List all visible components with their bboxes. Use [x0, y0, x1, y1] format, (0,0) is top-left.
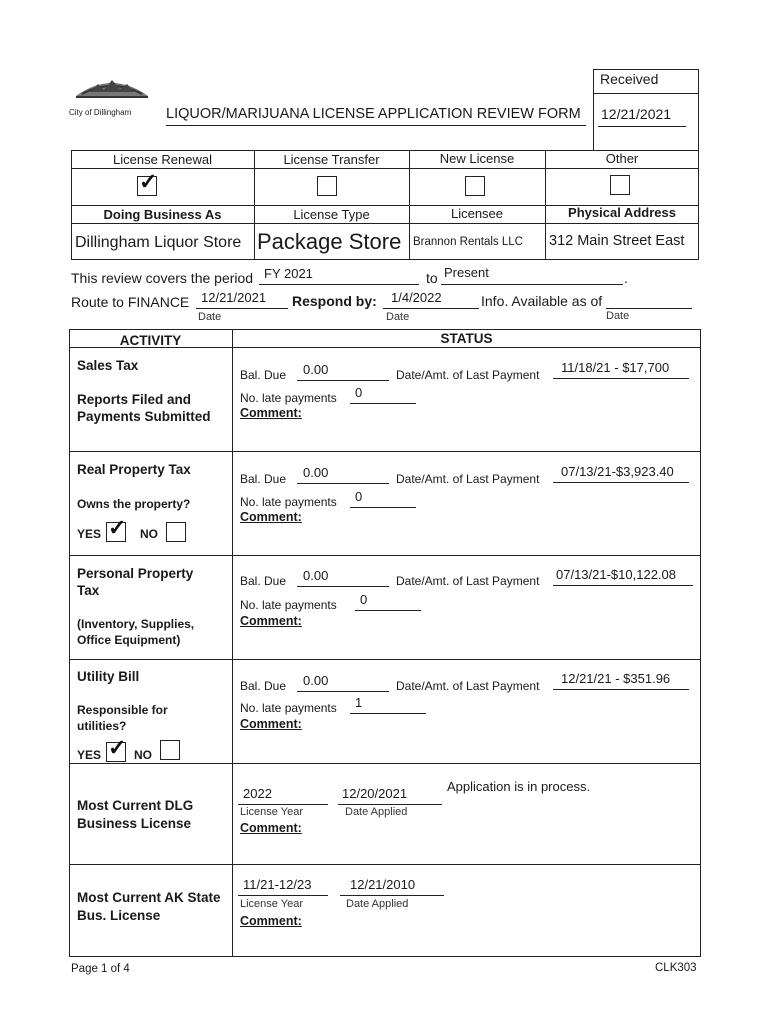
utility-yes-label: YES	[77, 748, 102, 762]
city-name: City of Dillingham	[69, 108, 132, 117]
ak-year-caption: License Year	[240, 898, 303, 910]
utility-late: 1	[355, 695, 363, 710]
ak-license-title: Most Current AK State Bus. License	[77, 890, 221, 923]
dlg-license-title: Most Current DLG Business License	[77, 798, 194, 831]
sales-tax-title: Sales Tax	[77, 358, 139, 373]
dlg-license-year: 2022	[243, 786, 272, 801]
real-last-payment: 07/13/21-$3,923.40	[561, 464, 674, 479]
personal-property-sub: (Inventory, Supplies, Office Equipment)	[77, 617, 195, 647]
real-bal-due-label: Bal. Due	[240, 472, 287, 486]
page-number: Page 1 of 4	[71, 963, 130, 975]
real-property-title: Real Property Tax	[77, 462, 191, 477]
dlg-date-applied: 12/20/2021	[342, 786, 408, 801]
personal-bal-due-label: Bal. Due	[240, 574, 287, 588]
status-header: STATUS	[440, 331, 493, 346]
real-no-label: NO	[140, 527, 158, 541]
received-label: Received	[600, 71, 659, 87]
license-type-label: License Type	[293, 207, 370, 222]
license-transfer-label: License Transfer	[283, 152, 380, 167]
new-license-checkbox[interactable]	[465, 176, 485, 196]
sales-comment-label: Comment:	[240, 406, 302, 420]
real-yes-checkbox[interactable]	[106, 515, 127, 542]
other-checkbox[interactable]	[610, 175, 630, 195]
form-code: CLK303	[655, 962, 697, 974]
route-date: 12/21/2021	[201, 290, 267, 305]
period-to-label: to	[426, 270, 438, 286]
utility-comment-label: Comment:	[240, 717, 302, 731]
ak-comment-label: Comment:	[240, 914, 302, 928]
utility-no-checkbox[interactable]	[160, 740, 180, 760]
other-label: Other	[605, 151, 639, 166]
check-mark-icon: ✓	[108, 515, 127, 540]
real-yes-label: YES	[77, 527, 102, 541]
sales-last-payment: 11/18/21 - $17,700	[561, 360, 670, 375]
real-no-checkbox[interactable]	[166, 522, 186, 542]
sales-last-payment-label: Date/Amt. of Last Payment	[396, 368, 540, 382]
utility-bal-due-label: Bal. Due	[240, 679, 287, 693]
utility-sub: Responsible for utilities?	[77, 703, 168, 733]
utility-last-payment-label: Date/Amt. of Last Payment	[396, 679, 540, 693]
physical-address-value: 312 Main Street East	[549, 233, 685, 249]
personal-bal-due: 0.00	[303, 568, 329, 583]
personal-late: 0	[360, 592, 368, 607]
real-last-payment-label: Date/Amt. of Last Payment	[396, 472, 540, 486]
personal-last-payment-label: Date/Amt. of Last Payment	[396, 574, 540, 588]
personal-last-payment: 07/13/21-$10,122.08	[556, 567, 676, 582]
real-property-sub: Owns the property?	[77, 497, 191, 511]
personal-comment-label: Comment:	[240, 614, 302, 628]
period-to: Present	[444, 265, 489, 280]
personal-property-title: Personal Property Tax	[77, 566, 194, 598]
utility-no-label: NO	[134, 748, 152, 762]
utility-last-payment: 12/21/21 - $351.96	[561, 671, 671, 686]
ak-date-applied: 12/21/2010	[350, 877, 416, 892]
sales-late: 0	[355, 385, 363, 400]
real-late: 0	[355, 489, 363, 504]
utility-title: Utility Bill	[77, 669, 140, 684]
dlg-status-note: Application is in process.	[447, 779, 591, 794]
route-date-caption: Date	[198, 311, 222, 323]
physical-address-label: Physical Address	[568, 205, 676, 220]
activity-header: ACTIVITY	[119, 333, 182, 348]
utility-bal-due: 0.00	[303, 673, 329, 688]
dba-label: Doing Business As	[103, 207, 222, 222]
dlg-applied-caption: Date Applied	[345, 806, 408, 818]
dba-value: Dillingham Liquor Store	[75, 234, 242, 251]
period-from: FY 2021	[264, 266, 313, 281]
utility-yes-checkbox[interactable]	[106, 735, 127, 762]
real-bal-due: 0.00	[303, 465, 329, 480]
city-logo	[72, 72, 152, 102]
licensee-label: Licensee	[450, 206, 504, 221]
received-date: 12/21/2021	[601, 106, 672, 122]
licensee-value: Brannon Rentals LLC	[413, 236, 523, 248]
license-renewal-label: License Renewal	[112, 152, 212, 167]
form-title: LIQUOR/MARIJUANA LICENSE APPLICATION REVIEW FORM	[166, 106, 581, 122]
route-label: Route to FINANCE	[71, 294, 190, 310]
new-license-label: New License	[439, 151, 515, 166]
respond-label: Respond by:	[292, 293, 377, 309]
utility-late-label: No. late payments	[240, 701, 337, 715]
license-type-value: Package Store	[257, 229, 402, 254]
sales-bal-due-label: Bal. Due	[240, 368, 287, 382]
period-end: .	[624, 270, 628, 286]
respond-date: 1/4/2022	[391, 290, 442, 305]
sales-late-label: No. late payments	[240, 391, 337, 405]
real-comment-label: Comment:	[240, 510, 302, 524]
dlg-comment-label: Comment:	[240, 821, 302, 835]
info-label: Info. Available as of	[481, 293, 603, 309]
real-late-label: No. late payments	[240, 495, 337, 509]
personal-late-label: No. late payments	[240, 598, 337, 612]
ak-license-year: 11/21-12/23	[243, 877, 312, 892]
check-mark-icon: ✓	[108, 735, 127, 760]
check-mark-icon: ✓	[139, 169, 158, 194]
license-transfer-checkbox[interactable]	[317, 176, 337, 196]
period-label: This review covers the period	[71, 270, 254, 286]
sales-bal-due: 0.00	[303, 362, 329, 377]
respond-date-caption: Date	[386, 311, 410, 323]
ak-applied-caption: Date Applied	[346, 898, 409, 910]
license-renewal-checkbox[interactable]	[137, 169, 158, 196]
info-date-caption: Date	[606, 310, 630, 322]
sales-tax-sub: Reports Filed and Payments Submitted	[77, 392, 211, 424]
dlg-year-caption: License Year	[240, 806, 303, 818]
